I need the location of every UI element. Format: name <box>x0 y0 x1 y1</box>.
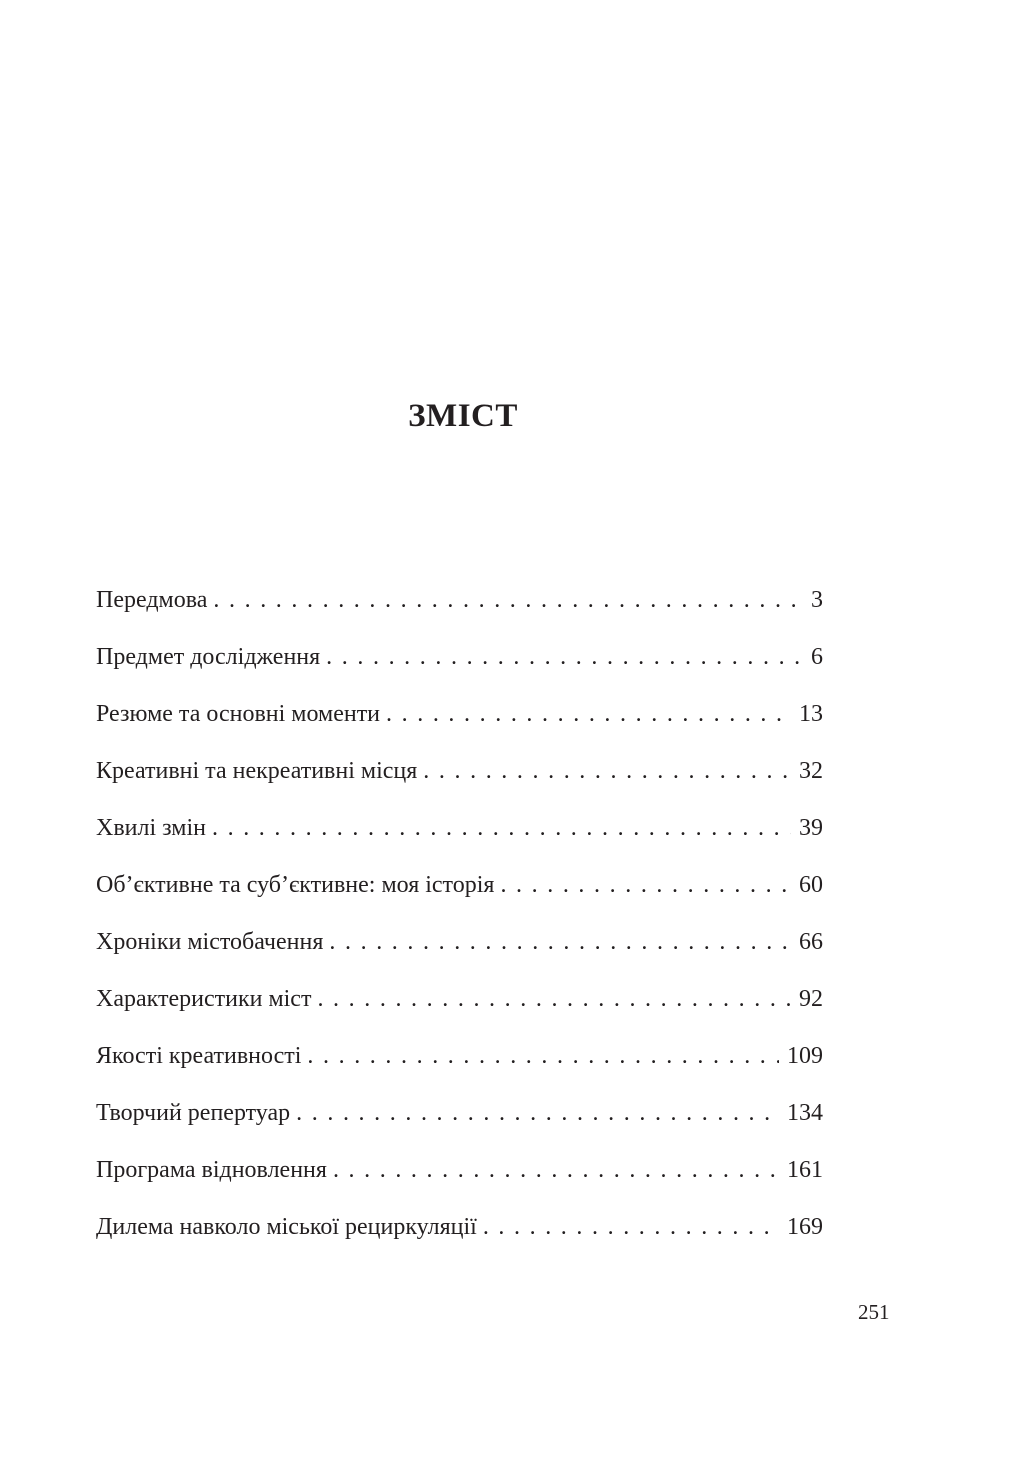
toc-dot-leader <box>317 979 791 1019</box>
toc-dot-leader <box>213 580 803 620</box>
toc-dot-leader <box>296 1093 779 1133</box>
toc-entry[interactable] <box>96 979 823 1036</box>
toc-entry-title: Характеристики міст <box>96 986 312 1012</box>
toc-entry-page: 161 <box>787 1157 823 1183</box>
toc-entry-title: Хвилі змін <box>96 815 206 841</box>
table-of-contents <box>96 580 823 1264</box>
toc-entry-page: 39 <box>799 815 823 841</box>
toc-entry[interactable] <box>96 580 823 637</box>
toc-entry-page: 3 <box>811 587 823 613</box>
toc-entry-title: Хроніки містобачення <box>96 929 324 955</box>
toc-dot-leader <box>386 694 791 734</box>
toc-entry-page: 109 <box>787 1043 823 1069</box>
toc-entry-page: 6 <box>811 644 823 670</box>
toc-dot-leader <box>326 637 803 677</box>
toc-entry[interactable] <box>96 694 823 751</box>
page-number: 251 <box>858 1300 890 1324</box>
toc-dot-leader <box>483 1207 779 1247</box>
toc-dot-leader <box>212 808 791 848</box>
toc-entry-title: Об’єктивне та суб’єктивне: моя історія <box>96 872 495 898</box>
toc-entry[interactable] <box>96 1207 823 1264</box>
toc-entry-title: Творчий репертуар <box>96 1100 291 1126</box>
toc-entry-page: 169 <box>787 1214 823 1240</box>
toc-dot-leader <box>329 922 791 962</box>
toc-entry-page: 32 <box>799 758 823 784</box>
toc-entry[interactable] <box>96 808 823 865</box>
toc-entry[interactable] <box>96 1036 823 1093</box>
toc-entry-page: 92 <box>799 986 823 1012</box>
toc-entry-title: Предмет дослідження <box>96 644 321 670</box>
toc-dot-leader <box>307 1036 779 1076</box>
toc-entry-title: Якості креативності <box>96 1043 302 1069</box>
toc-entry-page: 66 <box>799 929 823 955</box>
toc-entry[interactable] <box>96 751 823 808</box>
toc-entry[interactable] <box>96 1093 823 1150</box>
toc-entry[interactable] <box>96 1150 823 1207</box>
toc-dot-leader <box>500 865 791 905</box>
toc-entry-page: 134 <box>787 1100 823 1126</box>
toc-entry[interactable] <box>96 865 823 922</box>
toc-entry-title: Резюме та основні моменти <box>96 701 381 727</box>
toc-entry-page: 13 <box>799 701 823 727</box>
toc-entry-title: Програма відновлення <box>96 1157 327 1183</box>
toc-entry-title: Дилема навколо міської рециркуляції <box>96 1214 477 1240</box>
toc-dot-leader <box>423 751 791 791</box>
toc-entry-page: 60 <box>799 872 823 898</box>
toc-entry-title: Креативні та некреативні місця <box>96 758 418 784</box>
toc-entry-title: Передмова <box>96 587 208 613</box>
page-title: ЗМІСТ <box>408 398 518 434</box>
toc-entry[interactable] <box>96 922 823 979</box>
toc-entry[interactable] <box>96 637 823 694</box>
toc-dot-leader <box>333 1150 779 1190</box>
